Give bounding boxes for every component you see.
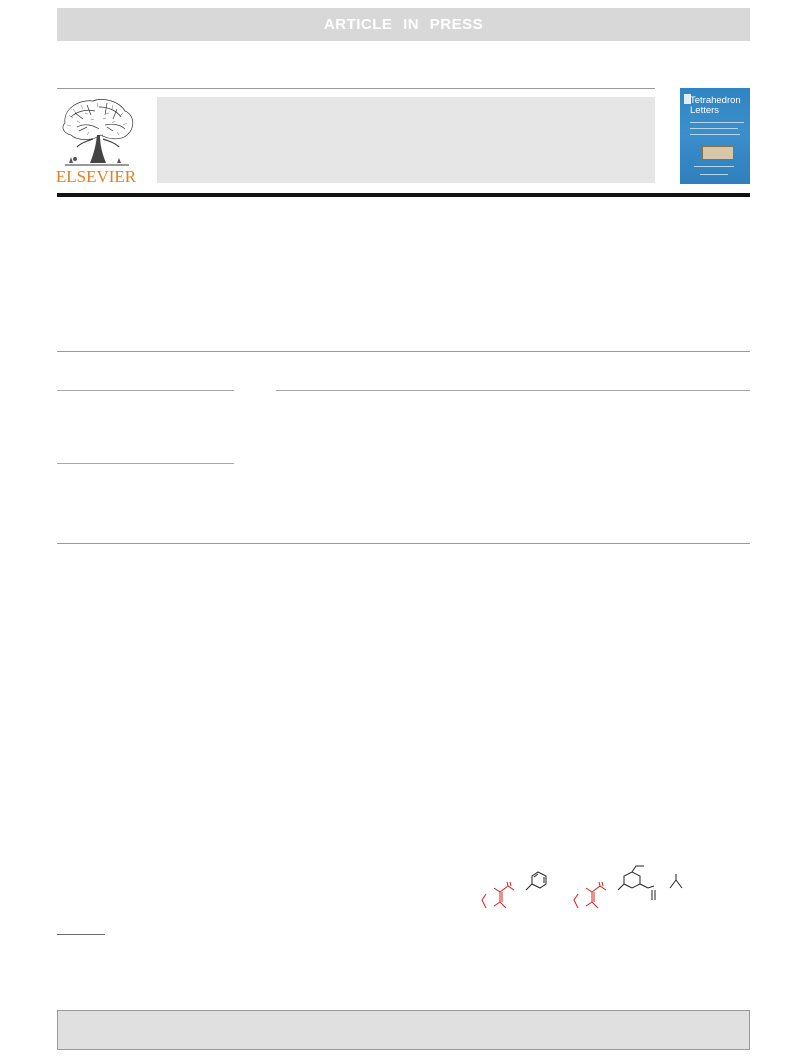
- journal-cover-title: Tetrahedron Letters: [690, 95, 741, 116]
- journal-cover-image: [680, 88, 750, 184]
- cover-divider: [690, 128, 738, 129]
- article-in-press-text: ARTICLE IN PRESS: [323, 16, 484, 33]
- cover-divider: [690, 122, 744, 123]
- abstract-bottom-rule: [57, 543, 750, 544]
- citation-box: [57, 1010, 750, 1050]
- header-bar: [57, 193, 750, 197]
- cover-divider: [700, 174, 728, 175]
- keywords-rule: [57, 463, 234, 464]
- phenyl-fragment-1: [526, 872, 546, 890]
- cover-divider: [694, 166, 734, 167]
- aryl-fragment-2: [618, 866, 682, 900]
- front-matter-rule: [57, 351, 750, 352]
- highlighted-fragment-2: [574, 882, 606, 908]
- cover-graphic-icon: [702, 146, 734, 160]
- article-in-press-banner: [57, 8, 750, 41]
- header-top-rule: [57, 88, 655, 89]
- article-info-rule: [57, 390, 234, 391]
- cover-divider: [690, 134, 740, 135]
- abstract-rule: [276, 390, 750, 391]
- footnote-rule: [57, 934, 105, 935]
- publisher-name: ELSEVIER: [55, 167, 137, 186]
- chemical-structures-figure: [470, 862, 700, 922]
- highlighted-fragment-1: [482, 882, 514, 908]
- journal-title-box: [157, 97, 655, 183]
